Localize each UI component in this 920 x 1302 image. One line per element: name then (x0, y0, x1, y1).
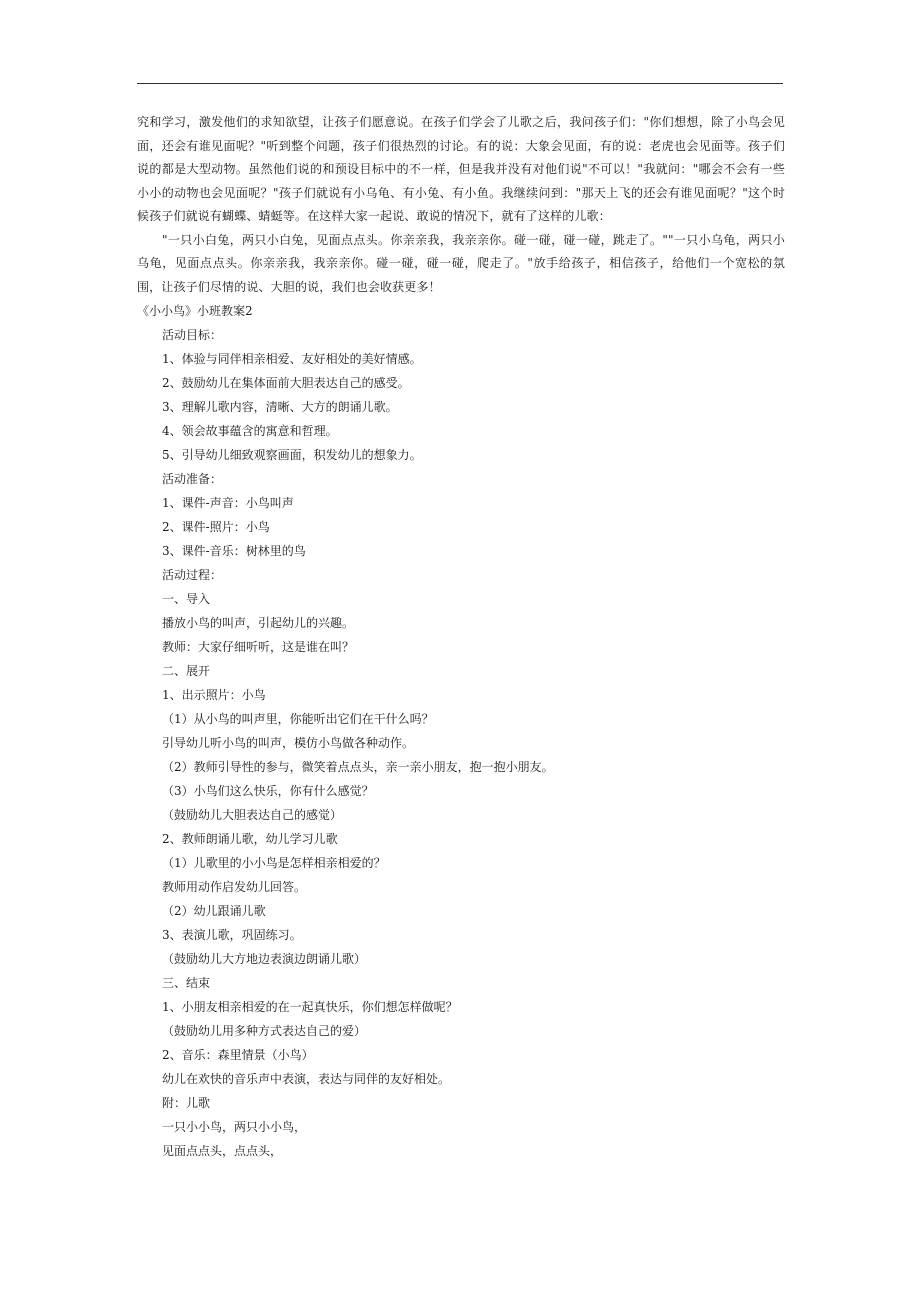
text-line: 教师用动作启发幼儿回答。 (162, 880, 307, 894)
text-line: （2）幼儿跟诵儿歌 (162, 904, 266, 918)
text-line: 1、课件-声音：小鸟叫声 (162, 496, 294, 510)
song-paragraph: "一只小白兔，两只小白兔，见面点点头。你亲亲我，我亲亲你。碰一碰，碰一碰，跳走了。""一只小乌龟，两只小乌龟，见面点点头。你亲亲我，我亲亲你。碰一碰，碰一碰，爬走了。"放手给孩子，相信孩子，给他们一个宽松的氛围，让孩子们尽情的说、大胆的说，我们也会收获更多！ (137, 232, 785, 294)
text-line: 5、引导幼儿细致观察画面，积发幼儿的想象力。 (162, 448, 422, 462)
text-line: （1）儿歌里的小小鸟是怎样相亲相爱的？ (162, 856, 386, 870)
text-line: 2、教师朗诵儿歌，幼儿学习儿歌 (162, 832, 338, 846)
text-line: 附：儿歌 (162, 1096, 211, 1110)
text-line: 引导幼儿听小鸟的叫声，模仿小鸟做各种动作。 (162, 736, 415, 750)
text-line: 2、课件-照片：小鸟 (162, 520, 270, 534)
text-line: （鼓励幼儿用多种方式表达自己的爱） (162, 1024, 367, 1038)
text-line: 活动过程： (162, 568, 223, 582)
section-title: 《小小鸟》小班教案2 (137, 304, 253, 318)
header-rule (137, 83, 783, 84)
text-line: 见面点点头，点点头， (162, 1144, 283, 1158)
text-line: 播放小鸟的叫声，引起幼儿的兴趣。 (162, 616, 355, 630)
text-line: 活动准备： (162, 472, 223, 486)
text-line: 2、音乐：森里情景（小鸟） (162, 1048, 314, 1062)
text-line: 1、体验与同伴相亲相爱、友好相处的美好情感。 (162, 352, 422, 366)
text-line: 2、鼓励幼儿在集体面前大胆表达自己的感受。 (162, 376, 410, 390)
text-line: （鼓励幼儿大方地边表演边朗诵儿歌） (162, 952, 367, 966)
text-line: 一、导入 (162, 592, 211, 606)
text-line: 三、结束 (162, 976, 211, 990)
text-line: （2）教师引导性的参与，微笑着点点头，亲一亲小朋友，抱一抱小朋友。 (162, 760, 554, 774)
text-line: 3、表演儿歌，巩固练习。 (162, 928, 302, 942)
intro-paragraph: 究和学习，激发他们的求知欲望，让孩子们愿意说。在孩子们学会了儿歌之后，我问孩子们："你们想想，除了小鸟会见面，还会有谁见面呢？"听到整个问题，孩子们很热烈的讨论。有的说：大象会见面，有的说：老虎也会见面等。孩子们说的都是大型动物。虽然他们说的和预设目标中的不一样，但是我并没有对他们说"不可以！"我就问："哪会不会有一些小小的动物也会见面呢？"孩子们就说有小乌龟、有小兔、有小鱼。我继续问到："那天上飞的还会有谁见面呢？"这个时候孩子们就说有蝴蝶、蜻蜓等。在这样大家一起说、敢说的情况下，就有了这样的儿歌： (137, 115, 785, 223)
text-line: 1、小朋友相亲相爱的在一起真快乐，你们想怎样做呢？ (162, 1000, 458, 1014)
text-line: 4、领会故事蕴含的寓意和哲理。 (162, 424, 338, 438)
text-line: 3、课件-音乐：树林里的鸟 (162, 544, 306, 558)
document-body (137, 111, 785, 1163)
text-line: 幼儿在欢快的音乐声中表演，表达与同伴的友好相处。 (162, 1072, 451, 1086)
text-line: 3、理解儿歌内容，清晰、大方的朗诵儿歌。 (162, 400, 398, 414)
text-line: 活动目标： (162, 328, 223, 342)
text-line: 一只小小鸟，两只小小鸟， (162, 1120, 307, 1134)
text-line: （1）从小鸟的叫声里，你能听出它们在干什么吗？ (162, 712, 434, 726)
text-line: 二、展开 (162, 664, 211, 678)
text-line: （鼓励幼儿大胆表达自己的感觉） (162, 808, 343, 822)
text-line: （3）小鸟们这么快乐，你有什么感觉？ (162, 784, 374, 798)
text-line: 1、出示照片：小鸟 (162, 688, 266, 702)
lesson-plan-lines (137, 299, 785, 1163)
text-line: 教师：大家仔细听听，这是谁在叫？ (162, 640, 355, 654)
